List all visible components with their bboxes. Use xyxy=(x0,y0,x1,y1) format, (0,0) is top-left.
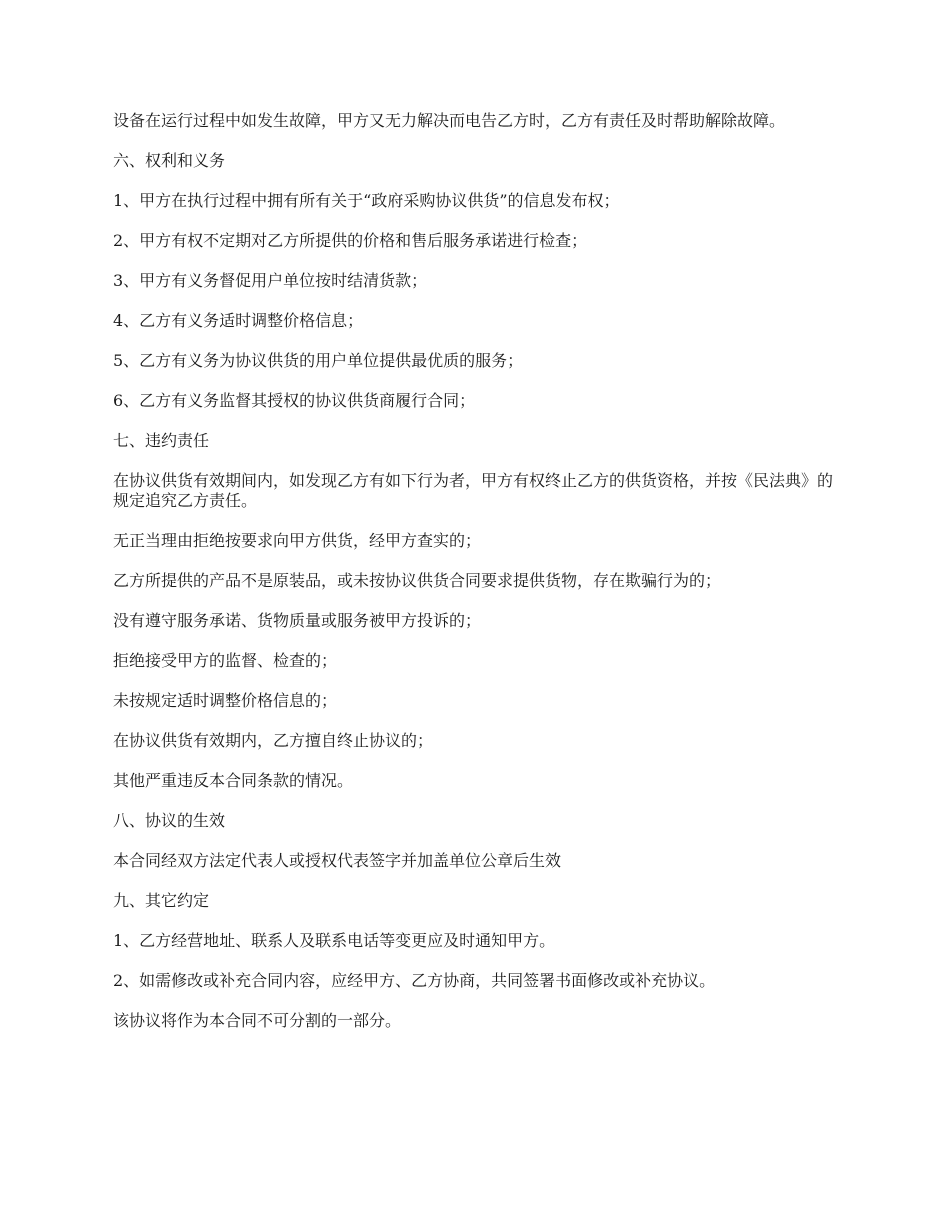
list-item: 1、甲方在执行过程中拥有所有关于“政府采购协议供货”的信息发布权； xyxy=(113,191,620,210)
list-item: 其他严重违反本合同条款的情况。 xyxy=(113,771,354,790)
paragraph-closing: 该协议将作为本合同不可分割的一部分。 xyxy=(113,1011,402,1030)
list-item: 在协议供货有效期内，乙方擅自终止协议的； xyxy=(113,731,434,750)
list-item: 2、如需修改或补充合同内容，应经甲方、乙方协商，共同签署书面修改或补充协议。 xyxy=(113,971,716,990)
list-item: 5、乙方有义务为协议供货的用户单位提供最优质的服务； xyxy=(113,351,524,370)
section-heading-rights-obligations: 六、权利和义务 xyxy=(113,151,226,170)
list-item: 2、甲方有权不定期对乙方所提供的价格和售后服务承诺进行检查； xyxy=(113,231,588,250)
paragraph-effectiveness: 本合同经双方法定代表人或授权代表签字并加盖单位公章后生效 xyxy=(113,851,562,870)
list-item: 6、乙方有义务监督其授权的协议供货商履行合同； xyxy=(113,391,476,410)
list-item: 乙方所提供的产品不是原装品，或未按协议供货合同要求提供货物，存在欺骗行为的； xyxy=(113,571,722,590)
list-item: 没有遵守服务承诺、货物质量或服务被甲方投诉的； xyxy=(113,611,482,630)
list-item: 4、乙方有义务适时调整价格信息； xyxy=(113,311,364,330)
list-item: 无正当理由拒绝按要求向甲方供货，经甲方查实的； xyxy=(113,531,482,550)
paragraph-fault-handling: 设备在运行过程中如发生故障，甲方又无力解决而电告乙方时，乙方有责任及时帮助解除故障。 xyxy=(113,111,786,130)
paragraph-termination: 在协议供货有效期间内，如发现乙方有如下行为者，甲方有权终止乙方的供货资格，并按《民法典》的规定追究乙方责任。 xyxy=(113,471,834,510)
list-item: 3、甲方有义务督促用户单位按时结清货款； xyxy=(113,271,428,290)
section-heading-breach-liability: 七、违约责任 xyxy=(113,431,210,450)
list-item: 拒绝接受甲方的监督、检查的； xyxy=(113,651,338,670)
section-heading-other-terms: 九、其它约定 xyxy=(113,891,210,910)
list-item: 未按规定适时调整价格信息的； xyxy=(113,691,338,710)
section-heading-effectiveness: 八、协议的生效 xyxy=(113,811,226,830)
list-item: 1、乙方经营地址、联系人及联系电话等变更应及时通知甲方。 xyxy=(113,931,556,950)
document-body xyxy=(113,111,848,1051)
